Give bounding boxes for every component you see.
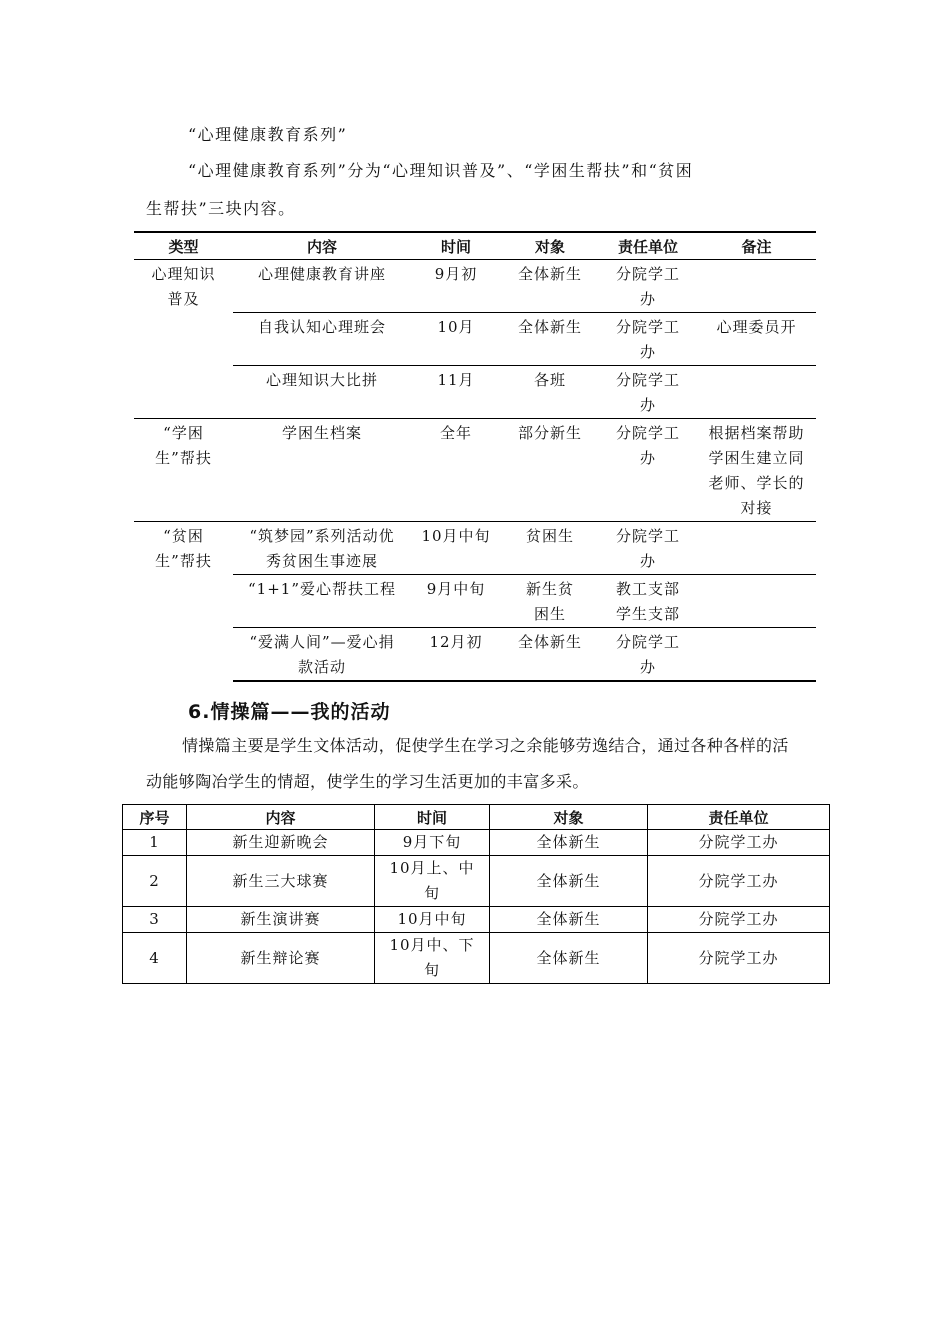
note-cell: 心理委员开 xyxy=(697,313,816,366)
time-cell: 12月初 xyxy=(411,628,501,682)
target-cell: 贫困生 xyxy=(501,522,599,575)
table-row xyxy=(134,366,816,419)
target-cell: 全体新生 xyxy=(501,628,599,682)
content-cell: 新生三大球赛 xyxy=(187,856,375,907)
table-row xyxy=(134,522,816,575)
unit-cell: 分院学工办 xyxy=(648,830,830,856)
time-cell: 9月下旬 xyxy=(375,830,490,856)
table-row xyxy=(123,830,830,856)
time-cell: 10月中旬 xyxy=(411,522,501,575)
target-cell: 全体新生 xyxy=(490,856,648,907)
unit-cell: 分院学工办 xyxy=(599,366,697,419)
target-cell: 新生贫困生 xyxy=(501,575,599,628)
section-desc-line-1: 情操篇主要是学生文体活动，促使学生在学习之余能够劳逸结合，通过各种各样的活 xyxy=(182,736,789,755)
category-cell: “学困生”帮扶 xyxy=(134,419,233,522)
header-note: 备注 xyxy=(697,232,816,260)
note-cell xyxy=(697,628,816,682)
intro-title-line: “心理健康教育系列” xyxy=(188,125,348,144)
content-cell: “1+1”爱心帮扶工程 xyxy=(233,575,411,628)
intro-desc-line-2: 生帮扶”三块内容。 xyxy=(146,199,296,218)
psych-education-table xyxy=(134,231,816,682)
table-row xyxy=(123,907,830,933)
time-cell: 11月 xyxy=(411,366,501,419)
no-cell: 3 xyxy=(123,907,187,933)
note-cell xyxy=(697,366,816,419)
time-cell: 10月中旬 xyxy=(375,907,490,933)
content-cell: 心理健康教育讲座 xyxy=(233,260,411,313)
target-cell: 全体新生 xyxy=(490,907,648,933)
header-target: 对象 xyxy=(490,805,648,830)
target-cell: 各班 xyxy=(501,366,599,419)
time-cell: 10月上、中旬 xyxy=(375,856,490,907)
header-content: 内容 xyxy=(233,232,411,260)
target-cell: 全体新生 xyxy=(490,933,648,984)
table-row xyxy=(134,575,816,628)
time-cell: 全年 xyxy=(411,419,501,522)
content-cell: 新生迎新晚会 xyxy=(187,830,375,856)
no-cell: 1 xyxy=(123,830,187,856)
content-cell: 学困生档案 xyxy=(233,419,411,522)
table-row xyxy=(134,260,816,313)
table-row xyxy=(123,856,830,907)
header-no: 序号 xyxy=(123,805,187,830)
header-time: 时间 xyxy=(375,805,490,830)
table-row xyxy=(123,933,830,984)
time-cell: 10月中、下旬 xyxy=(375,933,490,984)
header-type: 类型 xyxy=(134,232,233,260)
table-row xyxy=(134,628,816,682)
header-content: 内容 xyxy=(187,805,375,830)
unit-cell: 分院学工办 xyxy=(599,419,697,522)
content-cell: “爱满人间”—爱心捐款活动 xyxy=(233,628,411,682)
content-cell: “筑梦园”系列活动优秀贫困生事迹展 xyxy=(233,522,411,575)
unit-cell: 分院学工办 xyxy=(599,628,697,682)
table-header-row xyxy=(123,805,830,830)
content-cell: 新生辩论赛 xyxy=(187,933,375,984)
section-heading: 6.情操篇——我的活动 xyxy=(188,701,391,723)
header-time: 时间 xyxy=(411,232,501,260)
unit-cell: 分院学工办 xyxy=(648,933,830,984)
note-cell: 根据档案帮助学困生建立同老师、学长的对接 xyxy=(697,419,816,522)
unit-cell: 分院学工办 xyxy=(648,856,830,907)
note-cell xyxy=(697,260,816,313)
table-row xyxy=(134,313,816,366)
target-cell: 全体新生 xyxy=(490,830,648,856)
activities-table xyxy=(122,804,830,984)
content-cell: 新生演讲赛 xyxy=(187,907,375,933)
time-cell: 9月中旬 xyxy=(411,575,501,628)
unit-cell: 分院学工办 xyxy=(599,522,697,575)
unit-cell: 分院学工办 xyxy=(599,313,697,366)
no-cell: 2 xyxy=(123,856,187,907)
unit-cell: 教工支部学生支部 xyxy=(599,575,697,628)
header-target: 对象 xyxy=(501,232,599,260)
unit-cell: 分院学工办 xyxy=(599,260,697,313)
category-cell: 心理知识普及 xyxy=(134,260,233,419)
time-cell: 9月初 xyxy=(411,260,501,313)
content-cell: 心理知识大比拼 xyxy=(233,366,411,419)
no-cell: 4 xyxy=(123,933,187,984)
note-cell xyxy=(697,575,816,628)
content-cell: 自我认知心理班会 xyxy=(233,313,411,366)
header-unit: 责任单位 xyxy=(648,805,830,830)
unit-cell: 分院学工办 xyxy=(648,907,830,933)
target-cell: 全体新生 xyxy=(501,313,599,366)
table-row xyxy=(134,419,816,522)
category-cell: “贫困生”帮扶 xyxy=(155,527,212,570)
target-cell: 部分新生 xyxy=(501,419,599,522)
table-header-row xyxy=(134,232,816,260)
time-cell: 10月 xyxy=(411,313,501,366)
intro-desc-line-1: “心理健康教育系列”分为“心理知识普及”、“学困生帮扶”和“贫困 xyxy=(188,161,694,180)
header-unit: 责任单位 xyxy=(599,232,697,260)
target-cell: 全体新生 xyxy=(501,260,599,313)
note-cell xyxy=(697,522,816,575)
section-desc-line-2: 动能够陶冶学生的情超，使学生的学习生活更加的丰富多采。 xyxy=(146,772,589,791)
